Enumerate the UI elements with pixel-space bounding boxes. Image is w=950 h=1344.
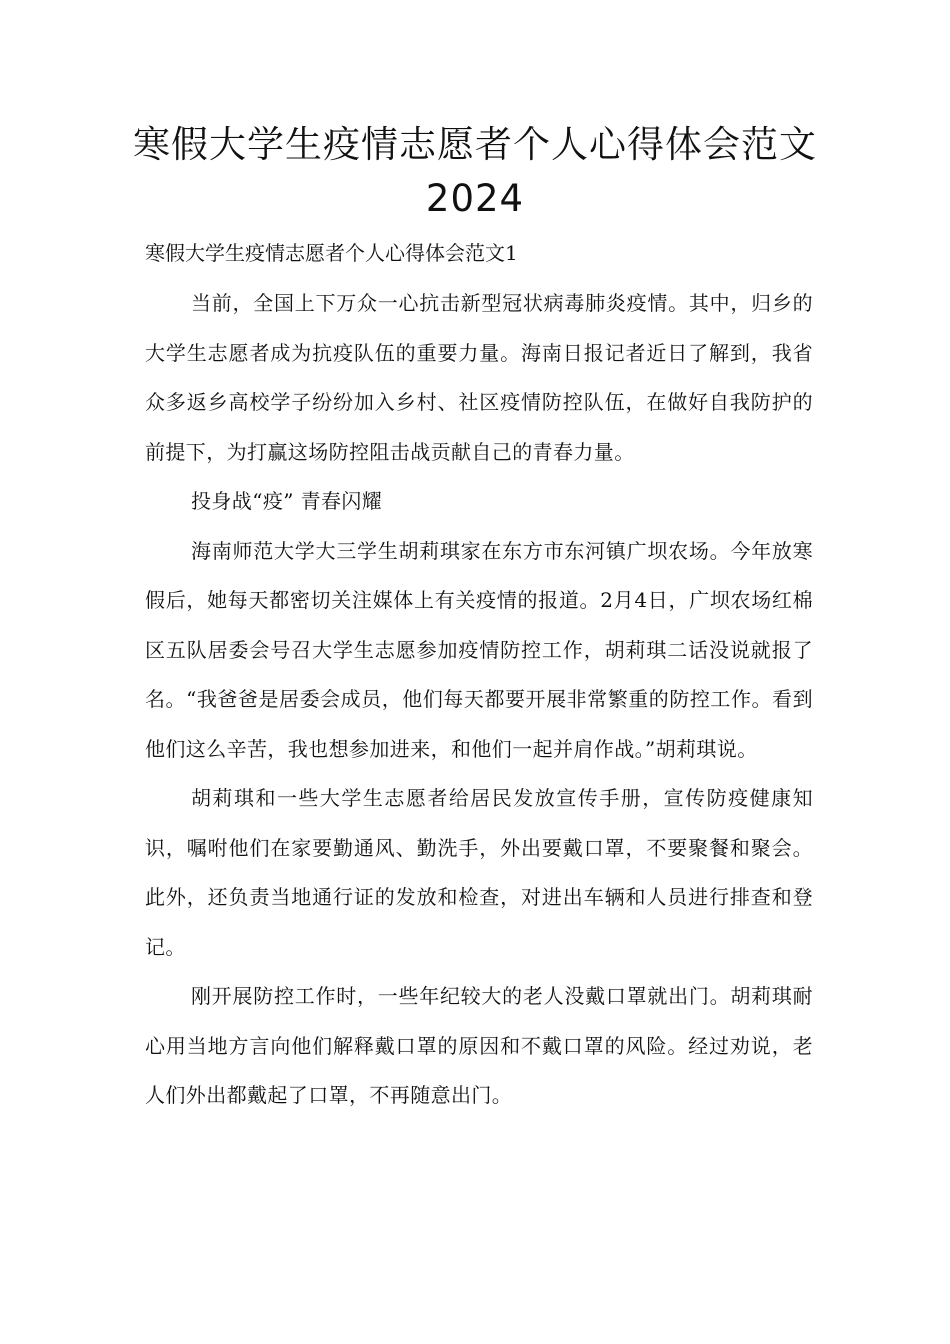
paragraph: 胡莉琪和一些大学生志愿者给居民发放宣传手册，宣传防疫健康知识，嘱咐他们在家要勤通风、勤洗手，外出要戴口罩，不要聚餐和聚会。此外，还负责当地通行证的发放和检查，对进出车辆和人员进行排查和登记。 (145, 786, 813, 959)
paragraph: 海南师范大学大三学生胡莉琪家在东方市东河镇广坝农场。今年放寒假后，她每天都密切关注媒体上有关疫情的报道。2月4日，广坝农场红棉区五队居委会号召大学生志愿参加疫情防控工作，胡莉琪二话没说就报了名。“我爸爸是居委会成员，他们每天都要开展非常繁重的防控工作。看到他们这么辛苦，我也想参加进来，和他们一起并肩作战。”胡莉琪说。 (145, 538, 813, 761)
document-title: 寒假大学生疫情志愿者个人心得体会范文2024 (133, 123, 817, 220)
document-body (145, 279, 813, 1121)
document-subtitle: 寒假大学生疫情志愿者个人心得体会范文1 (145, 241, 518, 265)
section-heading: 投身战“疫” 青春闪耀 (191, 489, 383, 513)
paragraph: 当前，全国上下万众一心抗击新型冠状病毒肺炎疫情。其中，归乡的大学生志愿者成为抗疫队伍的重要力量。海南日报记者近日了解到，我省众多返乡高校学子纷纷加入乡村、社区疫情防控队伍，在做好自我防护的前提下，为打赢这场防控阻击战贡献自己的青春力量。 (145, 291, 813, 464)
paragraph: 刚开展防控工作时，一些年纪较大的老人没戴口罩就出门。胡莉琪耐心用当地方言向他们解释戴口罩的原因和不戴口罩的风险。经过劝说，老人们外出都戴起了口罩，不再随意出门。 (145, 984, 813, 1107)
